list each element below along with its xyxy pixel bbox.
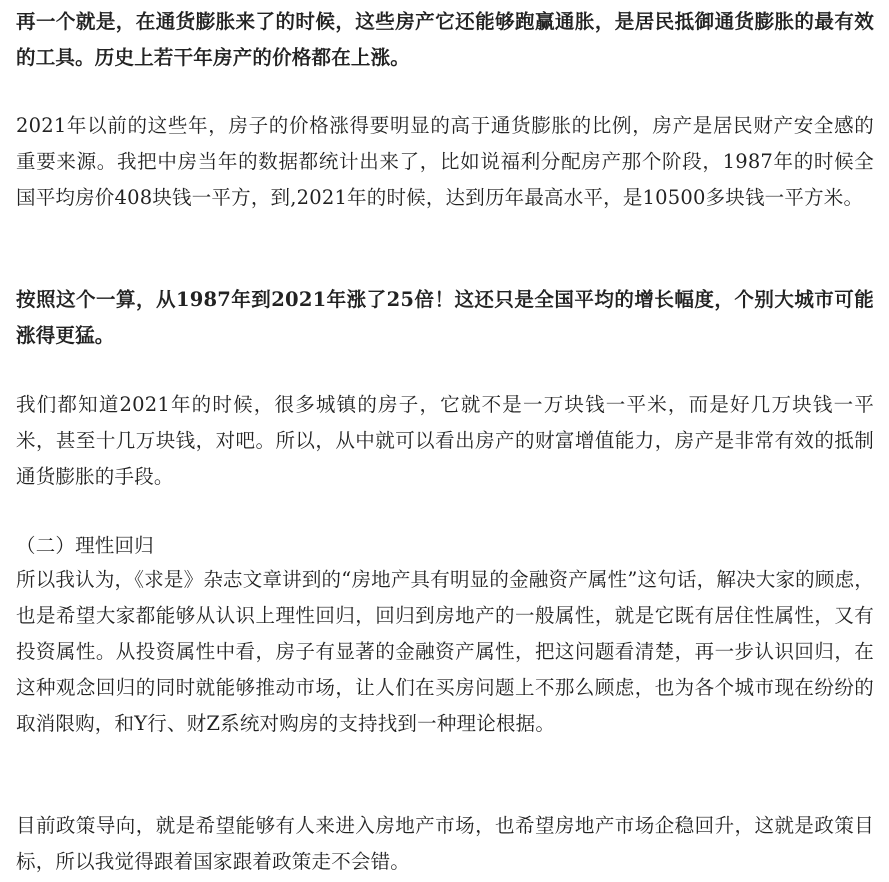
section-heading-rational-return: （二）理性回归 bbox=[16, 534, 154, 557]
paragraph-price-history: 2021年以前的这些年，房子的价格涨得要明显的高于通货膨胀的比例，房产是居民财产安全感的重要来源。我把中房当年的数据都统计出来了，比如说福利分配房产那个阶段，1987年的时候全国平均房价408块钱一平方，到,2021年的时候，达到历年最高水平，是10500多块钱一平方米。 bbox=[16, 114, 874, 209]
paragraph-wealth-appreciation: 我们都知道2021年的时候，很多城镇的房子，它就不是一万块钱一平米，而是好几万块钱一平米，甚至十几万块钱，对吧。所以，从中就可以看出房产的财富增值能力，房产是非常有效的抵制通货膨胀的手段。 bbox=[16, 393, 874, 488]
paragraph-inflation-hedge: 再一个就是，在通货膨胀来了的时候，这些房产它还能够跑赢通胀，是居民抵御通货膨胀的最有效的工具。历史上若干年房产的价格都在上涨。 bbox=[16, 10, 874, 69]
paragraph-financial-attribute: 所以我认为，《求是》杂志文章讲到的“房地产具有明显的金融资产属性”这句话，解决大家的顾虑，也是希望大家都能够从认识上理性回归，回归到房地产的一般属性，就是它既有居住性属性，又有投资属性。从投资属性中看，房子有显著的金融资产属性，把这问题看清楚，再一步认识回归，在这种观念回归的同时就能够推动市场，让人们在买房问题上不那么顾虑，也为各个城市现在纷纷的取消限购，和Y行、财Z系统对购房的支持找到一种理论根据。 bbox=[16, 568, 874, 735]
paragraph-growth-multiple: 按照这个一算，从1987年到2021年涨了25倍！这还只是全国平均的增长幅度，个别大城市可能涨得更猛。 bbox=[16, 288, 874, 347]
paragraph-policy-direction: 目前政策导向，就是希望能够有人来进入房地产市场，也希望房地产市场企稳回升，这就是政策目标，所以我觉得跟着国家跟着政策走不会错。 bbox=[16, 814, 874, 873]
